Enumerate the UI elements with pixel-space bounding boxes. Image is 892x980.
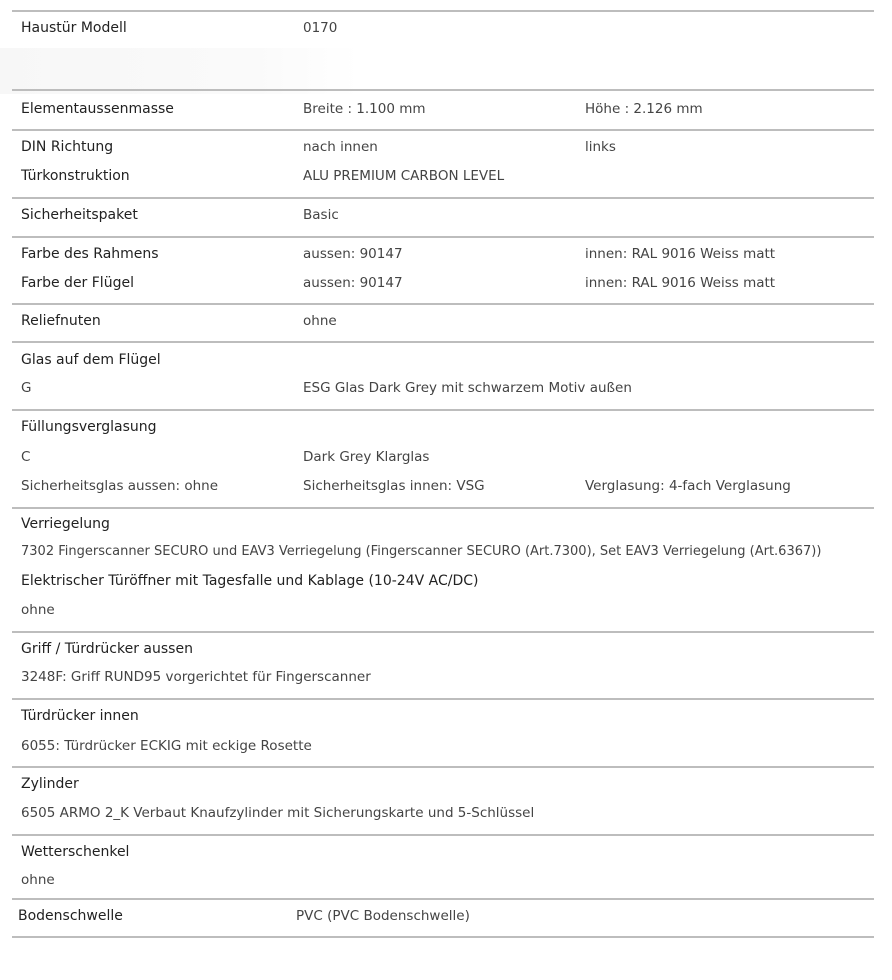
- hoehe-value: Höhe : 2.126 mm: [585, 101, 703, 117]
- din-value: nach innen: [303, 139, 378, 155]
- glas-value: ESG Glas Dark Grey mit schwarzem Motiv außen: [303, 380, 632, 396]
- glas-label: Glas auf dem Flügel: [21, 352, 161, 368]
- modell-value: 0170: [303, 20, 338, 36]
- tueroeffner-value: ohne: [21, 602, 55, 618]
- row-divider: [12, 698, 874, 700]
- relief-label: Reliefnuten: [21, 313, 101, 329]
- rahmen-label: Farbe des Rahmens: [21, 246, 159, 262]
- druecker-value: 6055: Türdrücker ECKIG mit eckige Rosette: [21, 738, 312, 754]
- row-divider: [12, 303, 874, 305]
- row-divider: [12, 129, 874, 131]
- row-divider: [12, 409, 874, 411]
- verriegelung-value: 7302 Fingerscanner SECURO und EAV3 Verriegelung (Fingerscanner SECURO (Art.7300), Set EAV3 Verriegelung (Art.6367)): [21, 544, 822, 559]
- sicherheit-label: Sicherheitspaket: [21, 207, 138, 223]
- sicherheitsglas-aussen: Sicherheitsglas aussen: ohne: [21, 478, 219, 494]
- glas-code: G: [21, 380, 32, 396]
- tueroeffner-label: Elektrischer Türöffner mit Tagesfalle und Kablage (10-24V AC/DC): [21, 573, 479, 589]
- konstruktion-value: ALU PREMIUM CARBON LEVEL: [303, 168, 505, 184]
- relief-value: ohne: [303, 313, 337, 329]
- row-divider: [12, 507, 874, 509]
- griff-label: Griff / Türdrücker aussen: [21, 641, 193, 657]
- fluegel-label: Farbe der Flügel: [21, 275, 134, 291]
- row-divider: [12, 766, 874, 768]
- row-divider: [12, 197, 874, 199]
- masse-label: Elementaussenmasse: [21, 101, 174, 117]
- verglasung-value: Verglasung: 4-fach Verglasung: [585, 478, 791, 494]
- boden-value: PVC (PVC Bodenschwelle): [296, 908, 470, 924]
- fuellung-code: C: [21, 449, 31, 465]
- modell-label: Haustür Modell: [21, 20, 127, 36]
- druecker-label: Türdrücker innen: [21, 708, 139, 724]
- griff-value: 3248F: Griff RUND95 vorgerichtet für Fingerscanner: [21, 669, 371, 685]
- wetter-value: ohne: [21, 872, 55, 888]
- row-divider: [12, 631, 874, 633]
- sicherheit-value: Basic: [303, 207, 339, 223]
- wetter-label: Wetterschenkel: [21, 844, 130, 860]
- breite-value: Breite : 1.100 mm: [303, 101, 426, 117]
- fuellung-label: Füllungsverglasung: [21, 419, 157, 435]
- row-divider: [12, 89, 874, 91]
- fluegel-aussen-value: aussen: 90147: [303, 275, 403, 291]
- zylinder-value: 6505 ARMO 2_K Verbaut Knaufzylinder mit Sicherungskarte und 5-Schlüssel: [21, 805, 535, 821]
- rahmen-aussen-value: aussen: 90147: [303, 246, 403, 262]
- row-divider: [12, 834, 874, 836]
- row-divider: [12, 10, 874, 12]
- fuellung-value: Dark Grey Klarglas: [303, 449, 430, 465]
- din-label: DIN Richtung: [21, 139, 114, 155]
- row-divider: [12, 936, 874, 938]
- konstruktion-label: Türkonstruktion: [21, 168, 130, 184]
- row-divider: [12, 341, 874, 343]
- row-divider: [12, 898, 874, 900]
- fluegel-innen-value: innen: RAL 9016 Weiss matt: [585, 275, 776, 291]
- row-divider: [12, 236, 874, 238]
- verriegelung-label: Verriegelung: [21, 516, 110, 532]
- zylinder-label: Zylinder: [21, 776, 79, 792]
- scan-smudge: [0, 48, 360, 94]
- rahmen-innen-value: innen: RAL 9016 Weiss matt: [585, 246, 776, 262]
- boden-label: Bodenschwelle: [18, 908, 123, 924]
- din-side-value: links: [585, 139, 616, 155]
- sicherheitsglas-innen: Sicherheitsglas innen: VSG: [303, 478, 485, 494]
